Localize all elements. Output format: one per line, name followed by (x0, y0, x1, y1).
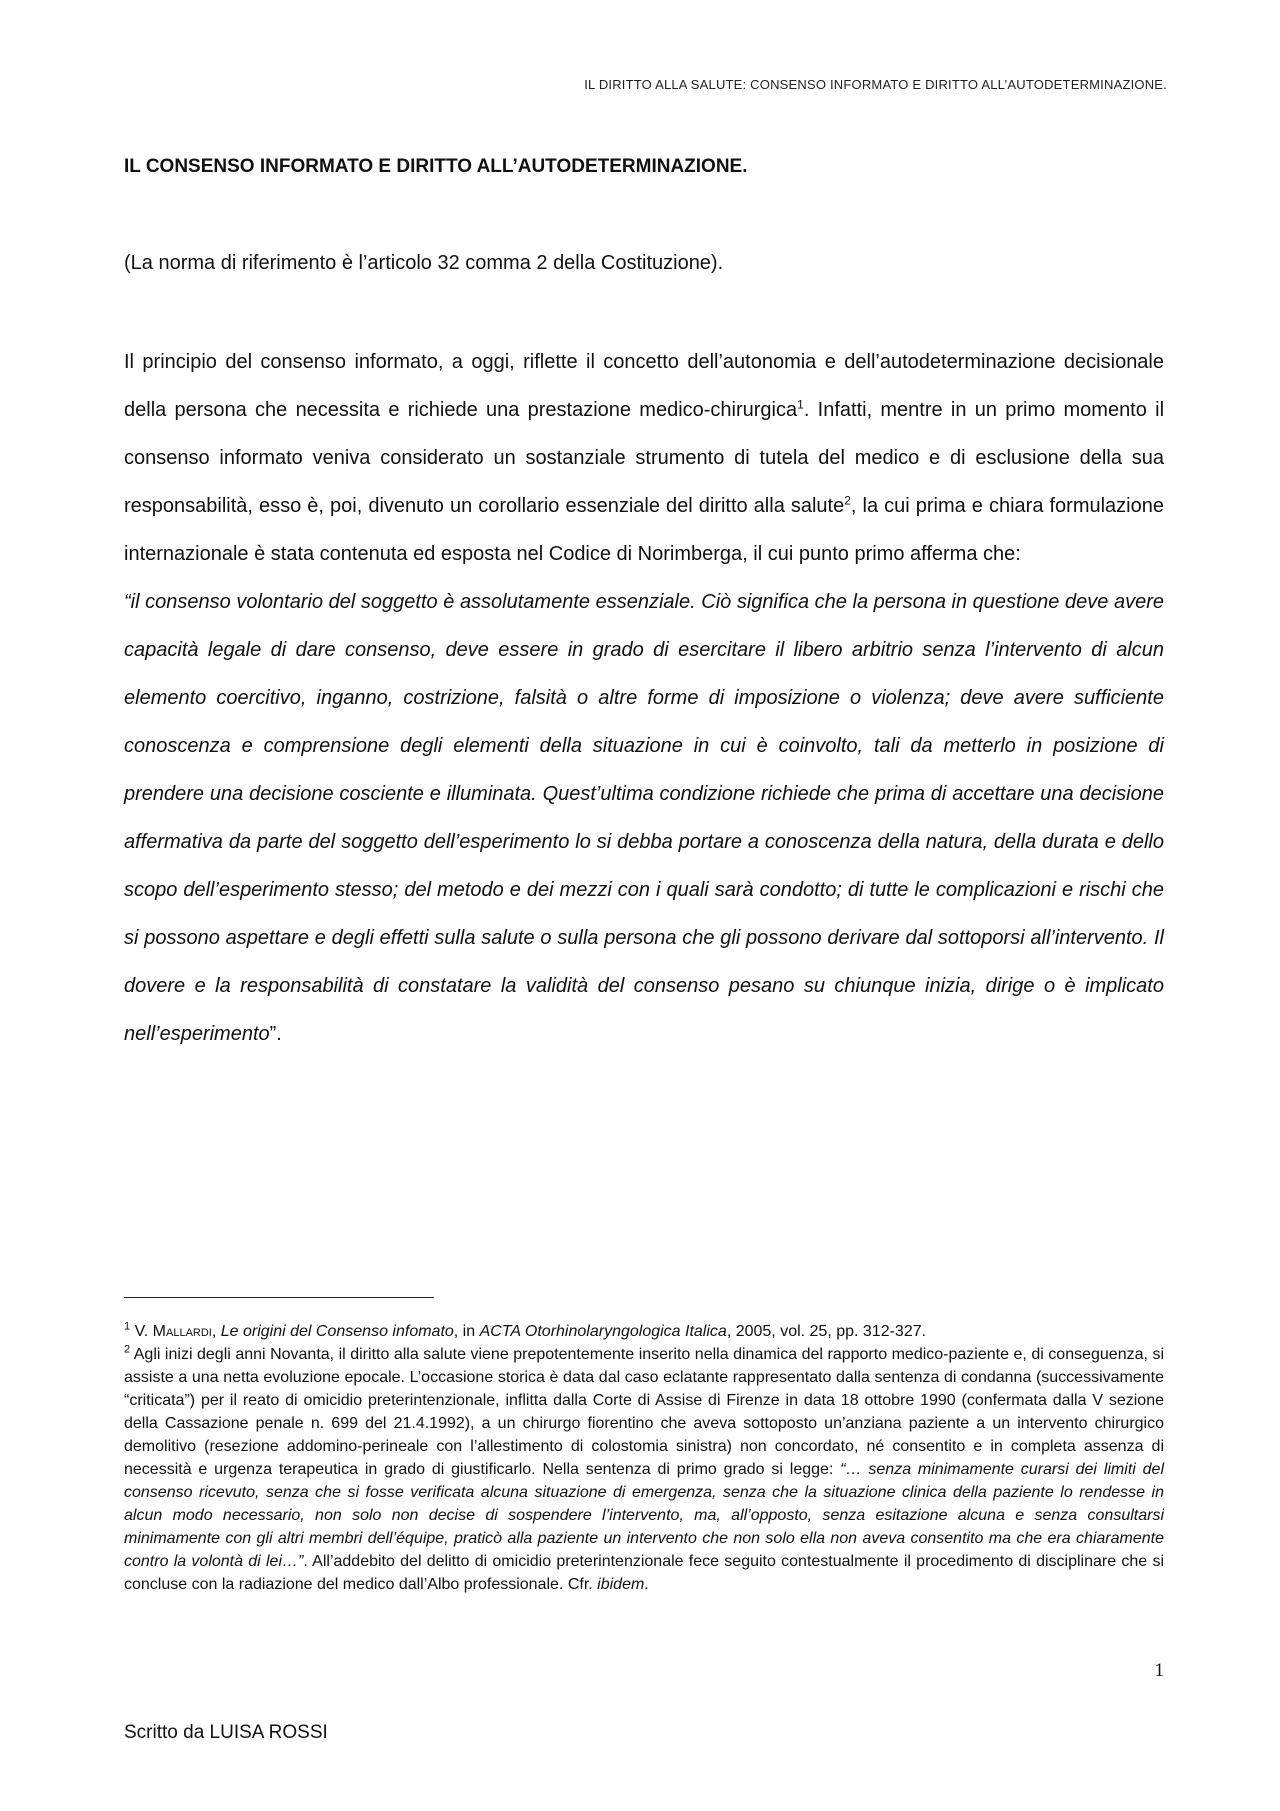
footnote-end: . (644, 1576, 649, 1593)
nuremberg-quote: “il consenso volontario del soggetto è assolutamente essenziale. Ciò significa che la persona in questione deve avere capacità legale di dare consenso, deve essere in grado di esercitare il libero arbitrio senza l’intervento di alcun elemento coercitivo, inganno, costrizione, falsità o altre forme di imposizione o violenza; deve avere sufficiente conoscenza e comprensione degli elementi della situazione in cui è coinvolto, tali da metterlo in posizione di prendere una decisione cosciente e illuminata. Quest’ultima condizione richiede che prima di accettare una decisione affermativa da parte del soggetto dell’esperimento lo si debba portare a conoscenza della natura, della durata e dello scopo dell’esperimento stesso; del metodo e dei mezzi con i quali sarà condotto; di tutte le complicazioni e rischi che si possono aspettare e degli effetti sulla salute o sulla persona che gli possono derivare dal sottoporsi all’intervento. Il dovere e la responsabilità di constatare la validità del consenso pesano su chiunque inizia, dirige o è implicato nell’esperimento (124, 591, 1164, 1045)
footnote-ibidem: ibidem (597, 1576, 645, 1593)
footnote-journal: ACTA Otorhinolaryngologica Italica (479, 1323, 727, 1340)
footnote-1 (124, 1320, 1164, 1343)
footnote-separator: , (211, 1323, 221, 1340)
footnote-tail: . All’addebito del delitto di omicidio preterintenzionale fece seguito contestualmente il procedimento di disciplinare che si concluse con la radiazione del medico dall’Albo professionale. Cfr. (124, 1553, 1164, 1593)
footnote-in: , in (453, 1323, 480, 1340)
footnote-details: , 2005, vol. 25, pp. 312-327. (726, 1323, 927, 1340)
document-title: IL CONSENSO INFORMATO E DIRITTO ALL’AUTODETERMINAZIONE. (124, 156, 748, 177)
subtitle-note: (La norma di riferimento è l’articolo 32 comma 2 della Costituzione). (124, 252, 724, 274)
footnote-2 (124, 1343, 1164, 1596)
paragraph-text: , la cui prima e chiara formulazione internazionale è stata contenuta ed esposta nel Codice di Norimberga, il cui punto primo afferma che: (124, 495, 1164, 565)
footnote-author-rest: allardi (166, 1323, 212, 1340)
footnote-author-initial: V. M (134, 1323, 166, 1340)
footnote-quote: “… senza minimamente curarsi dei limiti del consenso ricevuto, senza che si fosse verificata alcuna situazione di emergenza, senza che la situazione clinica della paziente lo rendesse in alcun modo necessario, non solo non decise di sospendere l’intervento, ma, all’opposto, senza esitazione alcuna e senza consultarsi minimamente con gli altri membri dell’équipe, praticò alla paziente un intervento che non solo ella non aveva consentito ma che era chiaramente contro la volontà di lei…” (124, 1461, 1164, 1570)
running-header: IL DIRITTO ALLA SALUTE: CONSENSO INFORMATO E DIRITTO ALL’AUTODETERMINAZIONE. (584, 77, 1167, 92)
body-paragraph (124, 338, 1164, 1058)
footnote-text: Agli inizi degli anni Novanta, il diritto alla salute viene prepotentemente inserito nella dinamica del rapporto medico-paziente e, di conseguenza, si assiste a una netta evoluzione epocale. L’occasione storica è data dal caso eclatante rappresentato dalla sentenza di condanna (successivamente “criticata”) per il reato di omicidio preterintenzionale, inflitta dalla Corte di Assise di Firenze in data 18 ottobre 1990 (confermata dalla V sezione della Cassazione penale n. 699 del 21.4.1992), a un chirurgo fiorentino che aveva sottoposto un’anziana paziente a un intervento chirurgico demolitivo (resezione addomino-perineale con l’allestimento di colostomia sinistra) non concordato, né consentito e in completa assenza di necessità e urgenza terapeutica in grado di giustificarlo. Nella sentenza di primo grado si legge: (124, 1346, 1165, 1478)
page-number: 1 (1154, 1660, 1164, 1681)
footnote-number: 2 (124, 1343, 131, 1356)
footnotes (124, 1320, 1164, 1596)
paragraph-text: Il principio del consenso informato, a oggi, riflette il concetto dell’autonomia e dell’autodeterminazione decisionale della persona che necessita e richiede una prestazione medico-chirurgica (124, 351, 1164, 421)
paragraph-text: . Infatti, mentre in un primo momento il consenso informato veniva considerato un sostanziale strumento di tutela del medico e di esclusione della sua responsabilità, esso è, poi, divenuto un corollario essenziale del diritto alla salute (124, 399, 1165, 517)
footnote-number: 1 (124, 1320, 131, 1333)
footnote-ref-1[interactable]: 1 (797, 397, 804, 412)
footnote-divider (124, 1297, 434, 1298)
author-credit: Scritto da LUISA ROSSI (124, 1722, 328, 1743)
footnote-ref-2[interactable]: 2 (844, 493, 851, 508)
quote-close: ”. (269, 1023, 282, 1045)
footnote-work-title: Le origini del Consenso infomato (220, 1323, 454, 1340)
